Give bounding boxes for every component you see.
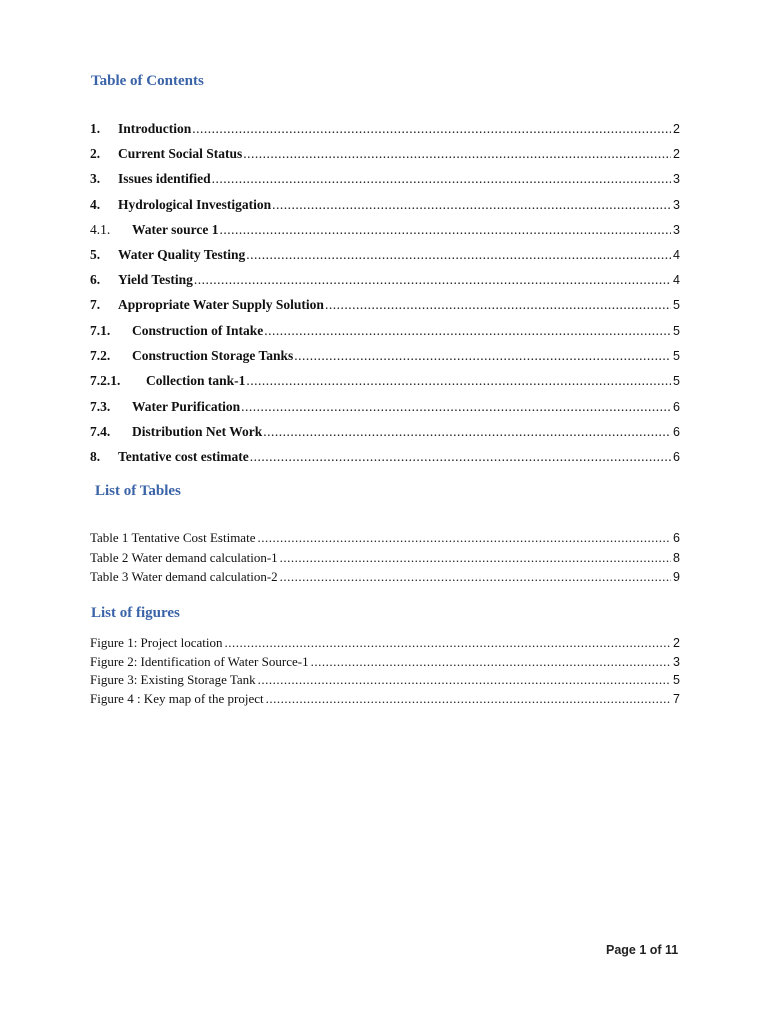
toc-entry-5[interactable] (90, 247, 680, 265)
toc-entry-number: 4. (90, 197, 101, 212)
toc-entry-page: 6 (673, 425, 680, 439)
dot-leader (264, 323, 671, 339)
toc-entry-label: Water Purification (132, 399, 241, 414)
toc-entry-7-2-1[interactable] (90, 373, 680, 391)
dot-leader (194, 272, 671, 288)
figure-entry-label: Figure 2: Identification of Water Source-1 (90, 654, 309, 669)
toc-entry-label: Construction of Intake (132, 323, 264, 338)
toc-entry-number: 8. (90, 449, 101, 464)
dot-leader (294, 348, 671, 364)
toc-entry-label: Yield Testing (118, 272, 193, 287)
toc-entry-number: 7.3. (90, 399, 111, 414)
toc-entry-page: 2 (673, 122, 680, 136)
toc-entry-page: 4 (673, 248, 680, 262)
figure-entry-page: 3 (673, 655, 680, 669)
dot-leader (243, 146, 671, 162)
figure-entry-4[interactable] (90, 691, 680, 708)
dot-leader (280, 569, 671, 585)
toc-entry-page: 6 (673, 450, 680, 464)
toc-entry-page: 3 (673, 198, 680, 212)
figure-entry-page: 5 (673, 673, 680, 687)
figure-entry-page: 7 (673, 692, 680, 706)
toc-entry-number: 7.2. (90, 348, 111, 363)
toc-entry-page: 5 (673, 374, 680, 388)
dot-leader (258, 672, 671, 688)
toc-title: Table of Contents (91, 73, 204, 89)
toc-entry-4[interactable] (90, 197, 680, 215)
toc-entry-7-1[interactable] (90, 323, 680, 341)
toc-entry-3[interactable] (90, 171, 680, 189)
toc-entry-label: Collection tank-1 (146, 373, 246, 388)
dot-leader (325, 297, 671, 313)
dot-leader (250, 449, 671, 465)
toc-entry-label: Tentative cost estimate (118, 449, 249, 464)
toc-entry-page: 6 (673, 400, 680, 414)
dot-leader (241, 399, 671, 415)
toc-entry-number: 7. (90, 297, 101, 312)
dot-leader (280, 550, 671, 566)
toc-entry-label: Construction Storage Tanks (132, 348, 294, 363)
dot-leader (192, 121, 671, 137)
toc-entry-label: Appropriate Water Supply Solution (118, 297, 324, 312)
table-entry-page: 8 (673, 551, 680, 565)
toc-entry-label: Current Social Status (118, 146, 243, 161)
table-entry-label: Table 2 Water demand calculation-1 (90, 550, 278, 565)
toc-entry-number: 5. (90, 247, 101, 262)
table-entry-label: Table 1 Tentative Cost Estimate (90, 530, 256, 545)
dot-leader (263, 424, 671, 440)
toc-entry-page: 4 (673, 273, 680, 287)
toc-entry-label: Distribution Net Work (132, 424, 263, 439)
toc-entry-label: Issues identified (118, 171, 211, 186)
toc-entry-number: 2. (90, 146, 101, 161)
toc-entry-6[interactable] (90, 272, 680, 290)
dot-leader (225, 635, 672, 651)
toc-entry-page: 3 (673, 223, 680, 237)
toc-entry-7-3[interactable] (90, 399, 680, 417)
dot-leader (311, 654, 671, 670)
toc-entry-7[interactable] (90, 297, 680, 315)
dot-leader (212, 171, 671, 187)
toc-entry-label: Introduction (118, 121, 192, 136)
figure-entry-label: Figure 3: Existing Storage Tank (90, 672, 256, 687)
table-entry-3[interactable] (90, 569, 680, 586)
toc-entry-number: 1. (90, 121, 101, 136)
toc-entry-page: 2 (673, 147, 680, 161)
dot-leader (246, 247, 671, 263)
table-entry-2[interactable] (90, 550, 680, 567)
figure-entry-1[interactable] (90, 635, 680, 652)
toc-entry-2[interactable] (90, 146, 680, 164)
toc-entry-7-2[interactable] (90, 348, 680, 366)
dot-leader (272, 197, 671, 213)
toc-entry-number: 6. (90, 272, 101, 287)
toc-entry-number: 7.1. (90, 323, 111, 338)
toc-entry-7-4[interactable] (90, 424, 680, 442)
toc-entry-8[interactable] (90, 449, 680, 467)
toc-entry-page: 5 (673, 349, 680, 363)
figure-entry-label: Figure 1: Project location (90, 635, 223, 650)
toc-entry-page: 5 (673, 324, 680, 338)
page-number-footer: Page 1 of 11 (606, 943, 679, 957)
figure-entry-label: Figure 4 : Key map of the project (90, 691, 264, 706)
figure-entry-2[interactable] (90, 654, 680, 671)
toc-entry-number: 4.1. (90, 222, 111, 237)
dot-leader (257, 530, 671, 546)
list-of-figures-title: List of figures (91, 605, 180, 621)
figure-entry-page: 2 (673, 636, 680, 650)
dot-leader (219, 222, 671, 238)
toc-entry-number: 3. (90, 171, 101, 186)
table-entry-page: 6 (673, 531, 680, 545)
toc-entry-number: 7.4. (90, 424, 111, 439)
dot-leader (246, 373, 671, 389)
table-entry-1[interactable] (90, 530, 680, 547)
toc-entry-4-1[interactable] (90, 222, 680, 240)
toc-entry-label: Hydrological Investigation (118, 197, 272, 212)
toc-entry-label: Water Quality Testing (118, 247, 246, 262)
toc-entry-label: Water source 1 (132, 222, 219, 237)
table-entry-label: Table 3 Water demand calculation-2 (90, 569, 278, 584)
table-entry-page: 9 (673, 570, 680, 584)
figure-entry-3[interactable] (90, 672, 680, 689)
list-of-tables-title: List of Tables (95, 483, 181, 499)
dot-leader (266, 691, 671, 707)
toc-entry-1[interactable] (90, 121, 680, 139)
toc-entry-page: 5 (673, 298, 680, 312)
toc-entry-page: 3 (673, 172, 680, 186)
toc-entry-number: 7.2.1. (90, 373, 121, 388)
